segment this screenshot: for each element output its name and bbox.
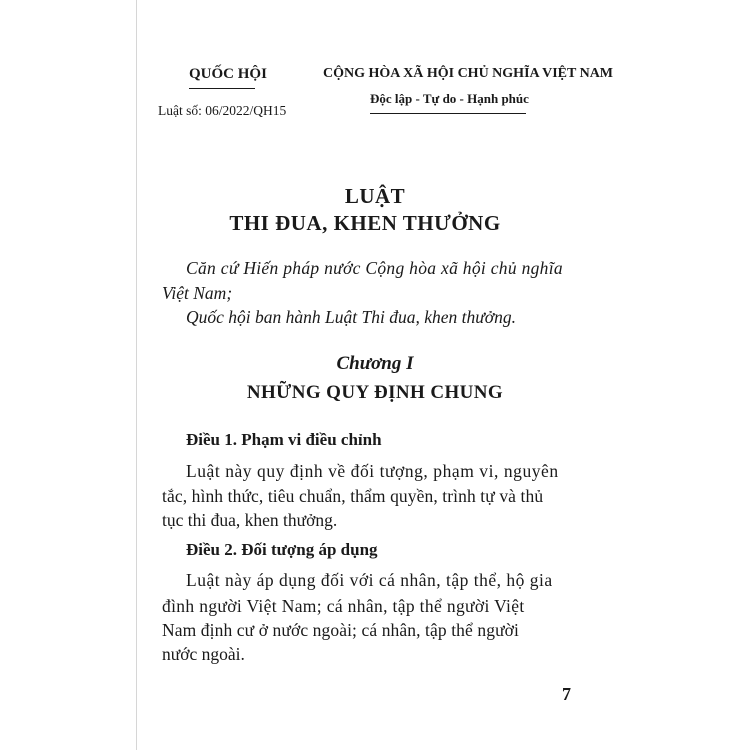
national-motto: Độc lập - Tự do - Hạnh phúc xyxy=(370,91,529,106)
article-2-line-3: Nam định cư ở nước ngoài; cá nhân, tập thể người xyxy=(162,620,519,640)
chapter-label: Chương I xyxy=(336,353,414,374)
article-2-line-1: Luật này áp dụng đối với cá nhân, tập thể, hộ gia xyxy=(186,570,553,590)
article-2-heading: Điều 2. Đối tượng áp dụng xyxy=(186,540,378,559)
article-2-line-4: nước ngoài. xyxy=(162,644,245,664)
article-1-line-1: Luật này quy định về đối tượng, phạm vi, nguyên xyxy=(186,461,559,481)
country-name: CỘNG HÒA XÃ HỘI CHỦ NGHĨA VIỆT NAM xyxy=(323,66,614,81)
motto-underline xyxy=(370,113,526,114)
article-1-heading: Điều 1. Phạm vi điều chỉnh xyxy=(186,430,382,449)
issuer-underline xyxy=(189,88,255,89)
preamble-line-3: Quốc hội ban hành Luật Thi đua, khen thưởng. xyxy=(186,307,516,327)
preamble-line-1: Căn cứ Hiến pháp nước Cộng hòa xã hội chủ nghĩa xyxy=(186,258,563,278)
issuer-name: QUỐC HỘI xyxy=(189,66,267,82)
article-2-line-2: đình người Việt Nam; cá nhân, tập thể người Việt xyxy=(162,596,525,616)
law-title-label: LUẬT xyxy=(344,184,406,208)
law-number: Luật số: 06/2022/QH15 xyxy=(158,103,287,118)
page-number: 7 xyxy=(562,684,571,704)
preamble-line-2: Việt Nam; xyxy=(162,283,233,303)
chapter-title: NHỮNG QUY ĐỊNH CHUNG xyxy=(246,382,504,403)
article-1-line-3: tục thi đua, khen thưởng. xyxy=(162,510,338,530)
law-title-name: THI ĐUA, KHEN THƯỞNG xyxy=(229,211,501,235)
article-1-line-2: tắc, hình thức, tiêu chuẩn, thẩm quyền, trình tự và thủ xyxy=(162,486,544,506)
